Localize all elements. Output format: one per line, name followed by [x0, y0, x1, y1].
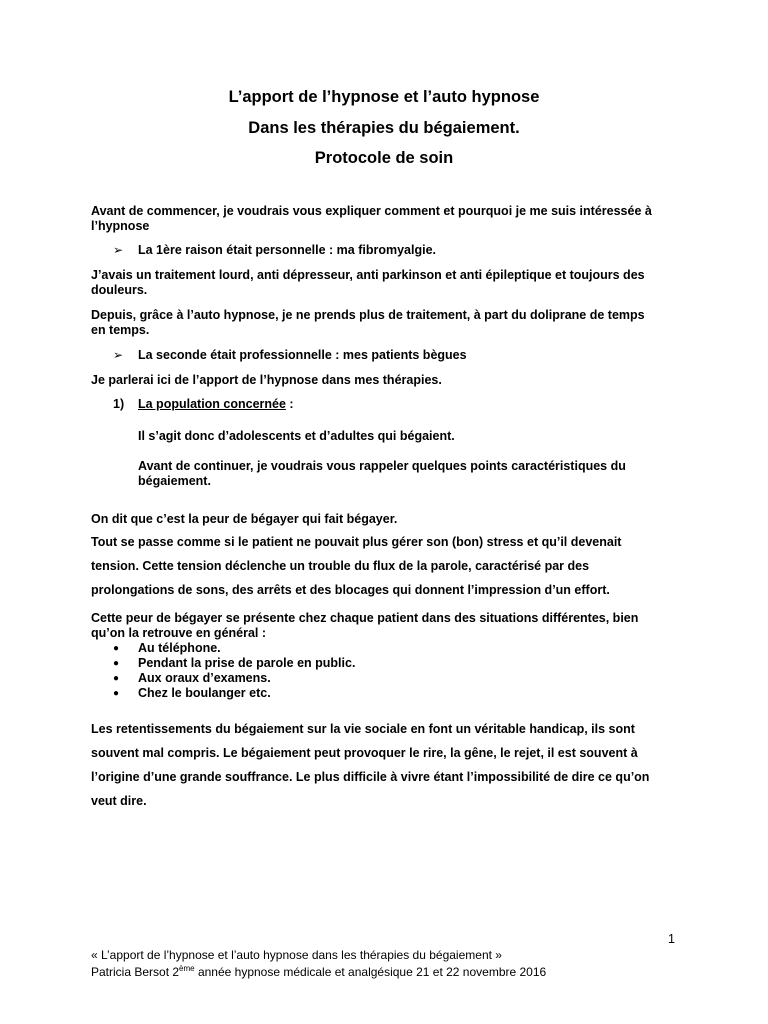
footer-author-name: Patricia Bersot 2	[91, 965, 180, 979]
bullet-dot-icon: ●	[113, 688, 120, 699]
section-heading-text: La population concernée	[138, 397, 286, 411]
population-paragraph: Il s’agit donc d’adolescents et d’adultes qui bégaient.	[138, 429, 455, 443]
bullet-dot-icon: ●	[113, 658, 120, 669]
arrow-bullet-icon: ➢	[113, 348, 124, 362]
stress-paragraph-line-2: tension. Cette tension déclenche un trouble du flux de la parole, caractérisé par des	[91, 559, 590, 573]
situations-paragraph-line-1: Cette peur de bégayer se présente chez chaque patient dans des situations différentes, bien	[91, 611, 639, 625]
bullet-dot-icon: ●	[113, 673, 120, 684]
footer-title: « L’apport de l’hypnose et l’auto hypnose dans les thérapies du bégaiement »	[91, 948, 502, 962]
reminder-paragraph-line-2: bégaiement.	[138, 474, 211, 488]
treatment-paragraph-line-1: J’avais un traitement lourd, anti dépresseur, anti parkinson et anti épileptique et toujours des	[91, 268, 645, 282]
intro-paragraph-line-2: l’hypnose	[91, 219, 150, 233]
impact-paragraph-line-4: veut dire.	[91, 794, 147, 808]
situation-list-item: Au téléphone.	[138, 641, 221, 655]
bullet-dot-icon: ●	[113, 643, 120, 654]
stress-paragraph-line-3: prolongations de sons, des arrêts et des blocages qui donnent l’impression d’un effort.	[91, 583, 610, 597]
page-number: 1	[668, 932, 675, 946]
reminder-paragraph-line-1: Avant de continuer, je voudrais vous rappeler quelques points caractéristiques du	[138, 459, 626, 473]
document-title-line-3: Protocole de soin	[314, 149, 454, 167]
fear-paragraph: On dit que c’est la peur de bégayer qui fait bégayer.	[91, 512, 398, 526]
reason-professional: La seconde était professionnelle : mes patients bègues	[138, 348, 467, 362]
arrow-bullet-icon: ➢	[113, 243, 124, 257]
self-hypnosis-paragraph-line-2: en temps.	[91, 323, 150, 337]
self-hypnosis-paragraph-line-1: Depuis, grâce à l’auto hypnose, je ne prends plus de traitement, à part du doliprane de temps	[91, 308, 645, 322]
impact-paragraph-line-1: Les retentissements du bégaiement sur la vie sociale en font un véritable handicap, ils sont	[91, 722, 635, 736]
section-heading	[138, 397, 678, 412]
impact-paragraph-line-2: souvent mal compris. Le bégaiement peut provoquer le rire, la gêne, le rejet, il est souvent à	[91, 746, 638, 760]
intro-paragraph-line-1: Avant de commencer, je voudrais vous expliquer comment et pourquoi je me suis intéressée à	[91, 204, 652, 218]
therapy-intro-paragraph: Je parlerai ici de l’apport de l’hypnose dans mes thérapies.	[91, 373, 442, 387]
section-number: 1)	[113, 397, 125, 411]
situation-list-item: Aux oraux d’examens.	[138, 671, 271, 685]
stress-paragraph-line-1: Tout se passe comme si le patient ne pouvait plus gérer son (bon) stress et qu’il devenait	[91, 535, 622, 549]
situations-paragraph-line-2: qu’on la retrouve en général :	[91, 626, 267, 640]
situation-list-item: Pendant la prise de parole en public.	[138, 656, 356, 670]
impact-paragraph-line-3: l’origine d’une grande souffrance. Le plus difficile à vivre étant l’impossibilité de dire ce qu’on	[91, 770, 650, 784]
footer-course: année hypnose médicale et analgésique 21 et 22 novembre 2016	[194, 965, 547, 979]
section-heading-suffix: :	[285, 397, 294, 411]
footer-superscript: ème	[179, 964, 195, 973]
reason-personal: La 1ère raison était personnelle : ma fibromyalgie.	[138, 243, 437, 257]
situation-list-item: Chez le boulanger etc.	[138, 686, 271, 700]
footer-author	[91, 964, 546, 980]
treatment-paragraph-line-2: douleurs.	[91, 283, 148, 297]
document-title-line-1: L’apport de l’hypnose et l’auto hypnose	[228, 88, 540, 106]
document-title-line-2: Dans les thérapies du bégaiement.	[248, 119, 520, 137]
